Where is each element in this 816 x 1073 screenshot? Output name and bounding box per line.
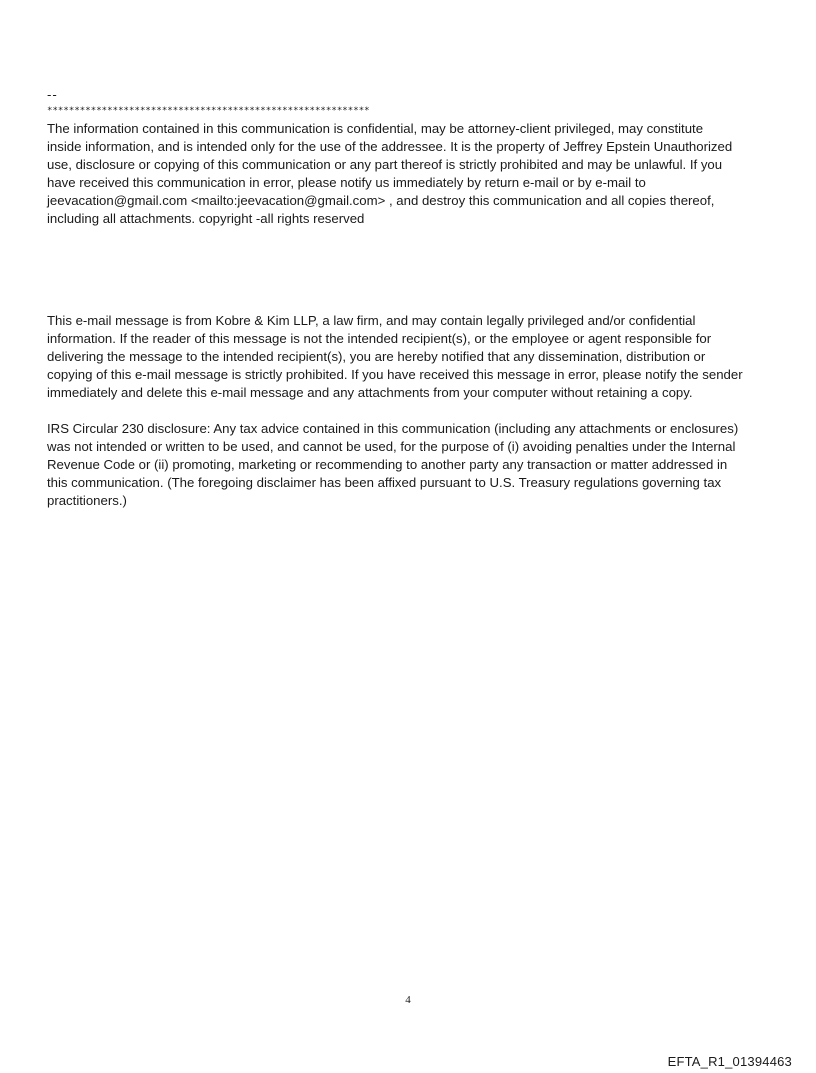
document-body <box>47 86 775 510</box>
document-id: EFTA_R1_01394463 <box>667 1054 792 1069</box>
confidentiality-line: inside information, and is intended only for the use of the addressee. It is the property of Jeffrey Epstein Unauthorized <box>47 139 733 154</box>
law-firm-line: delivering the message to the intended recipient(s), you are hereby notified that any dissemination, distribution or <box>47 349 706 364</box>
irs-line: this communication. (The foregoing disclaimer has been affixed pursuant to U.S. Treasury regulations governing tax <box>47 475 722 490</box>
irs-line: Revenue Code or (ii) promoting, marketing or recommending to another party any transaction or matter addressed in <box>47 457 728 472</box>
law-firm-line: This e-mail message is from Kobre & Kim LLP, a law firm, and may contain legally privileged and/or confidential <box>47 313 696 328</box>
confidentiality-line: have received this communication in error, please notify us immediately by return e-mail or by e-mail to <box>47 175 646 190</box>
confidentiality-line: use, disclosure or copying of this communication or any part thereof is strictly prohibited and may be unlawful. If you <box>47 157 723 172</box>
irs-line: IRS Circular 230 disclosure: Any tax advice contained in this communication (including any attachments or enclosures) <box>47 421 739 436</box>
law-firm-line: immediately and delete this e-mail message and any attachments from your computer without retaining a copy. <box>47 385 693 400</box>
law-firm-notice <box>47 312 775 402</box>
confidentiality-notice <box>47 120 775 228</box>
irs-disclosure <box>47 420 775 510</box>
spacer <box>47 228 775 312</box>
law-firm-line: information. If the reader of this message is not the intended recipient(s), or the employee or agent responsible for <box>47 331 712 346</box>
confidentiality-line: including all attachments. copyright -all rights reserved <box>47 211 365 226</box>
irs-line: practitioners.) <box>47 493 127 508</box>
separator-stars: *********************************************************** <box>47 106 370 116</box>
confidentiality-line: The information contained in this communication is confidential, may be attorney-client privileged, may constitute <box>47 121 704 136</box>
spacer <box>47 402 775 420</box>
law-firm-line: copying of this e-mail message is strictly prohibited. If you have received this message in error, please notify the sender <box>47 367 743 382</box>
confidentiality-line-email: jeevacation@gmail.com <mailto:jeevacation@gmail.com> , and destroy this communication and all copies thereof, <box>47 193 715 208</box>
irs-line: was not intended or written to be used, and cannot be used, for the purpose of (i) avoiding penalties under the Internal <box>47 439 736 454</box>
page-number: 4 <box>405 994 411 1006</box>
separator-dash: -- <box>47 87 58 102</box>
